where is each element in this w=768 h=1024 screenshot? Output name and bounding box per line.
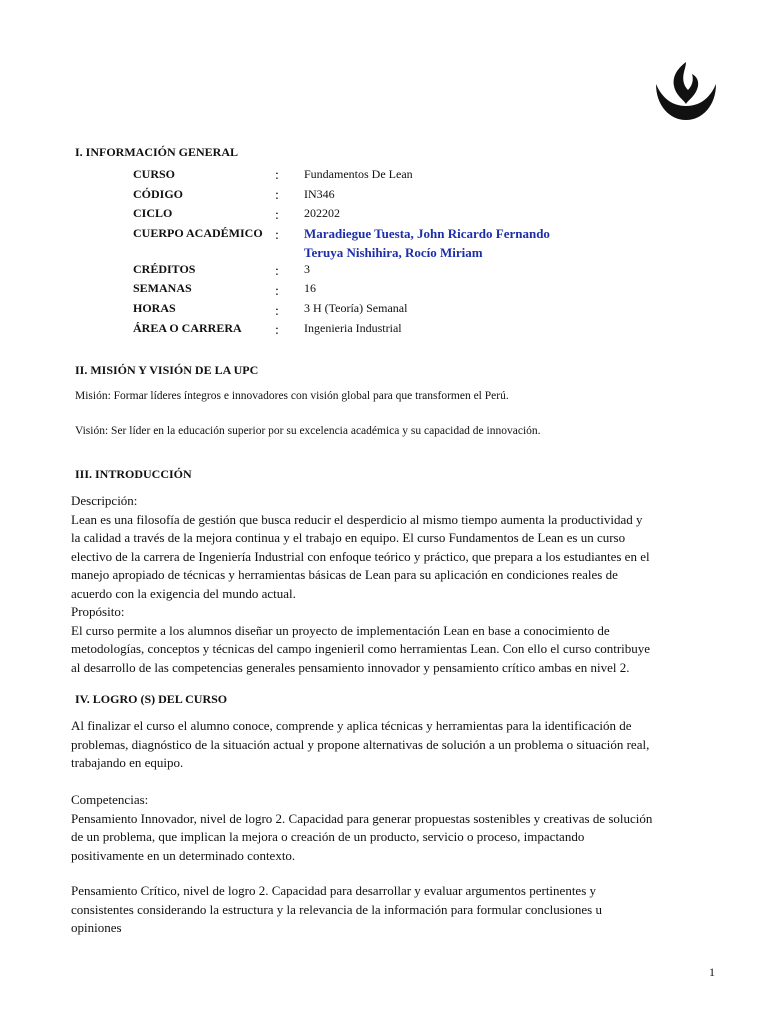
proposito-text: El curso permite a los alumnos diseñar un proyecto de implementación Lean en base a conocimiento de metodologías, conceptos y técnicas del campo ingenieril como herramientas Lean. Con ello el curso contribuye al desarrollo de las competencias generales pensamiento innovador y pensamiento crítico ambas en nivel 2. <box>71 622 651 675</box>
info-label-semanas: SEMANAS <box>133 281 192 295</box>
info-colon: : <box>275 208 279 223</box>
info-value-creditos: 3 <box>304 262 310 276</box>
info-value-horas: 3 H (Teoría) Semanal <box>304 301 408 315</box>
info-value-ciclo: 202202 <box>304 206 340 220</box>
logro-text: Al finalizar el curso el alumno conoce, comprende y aplica técnicas y herramientas para la identificación de problemas, diagnóstico de la situación actual y propone alternativas de solución a un problema o situación real, trabajando en equipo. <box>71 718 650 770</box>
mision-text: Misión: Formar líderes íntegros e innovadores con visión global para que transformen el Perú. <box>75 390 509 402</box>
descripcion-label: Descripción: <box>71 493 138 508</box>
info-value-docente-1: Maradiegue Tuesta, John Ricardo Fernando <box>304 226 550 241</box>
section-title-informacion-general: I. INFORMACIÓN GENERAL <box>75 145 239 159</box>
info-value-codigo: IN346 <box>304 187 335 201</box>
info-value-docente-2: Teruya Nishihira, Rocío Miriam <box>304 245 483 260</box>
info-colon: : <box>275 304 279 319</box>
section-title-mision-vision: II. MISIÓN Y VISIÓN DE LA UPC <box>75 363 259 377</box>
competencia-critico-body <box>71 882 653 938</box>
competencias-body <box>71 791 653 865</box>
competencia-critico: Pensamiento Crítico, nivel de logro 2. Capacidad para desarrollar y evaluar argumentos pertinentes y consistentes considerando la estructura y la relevancia de la información para formular conclusiones u opiniones <box>71 883 602 935</box>
info-label-area-carrera: ÁREA O CARRERA <box>133 321 242 335</box>
descripcion-text: Lean es una filosofía de gestión que busca reducir el desperdicio al mismo tiempo aumenta la productividad y la calidad a través de la mejora continua y el trabajo en equipo. El curso Fundamentos de Lean es un curso electivo de la carrera de Ingeniería Industrial con enfoque teórico y práctico, que prepara a los estudiantes en el manejo apropiado de técnicas y herramientas básicas de Lean para su aplicación en condiciones reales de acuerdo con la exigencia del mundo actual. <box>71 511 650 601</box>
info-label-ciclo: CICLO <box>133 206 173 220</box>
info-value-semanas: 16 <box>304 281 316 295</box>
info-label-creditos: CRÉDITOS <box>133 262 196 276</box>
proposito-label: Propósito: <box>71 604 125 619</box>
upc-logo-icon <box>650 58 722 122</box>
info-value-curso: Fundamentos De Lean <box>304 167 413 181</box>
info-colon: : <box>275 188 279 203</box>
info-colon: : <box>275 168 279 183</box>
info-label-codigo: CÓDIGO <box>133 187 184 201</box>
vision-text: Visión: Ser líder en la educación superior por su excelencia académica y su capacidad de innovación. <box>75 425 541 437</box>
introduccion-body <box>71 492 653 677</box>
info-label-cuerpo-academico: CUERPO ACADÉMICO <box>133 226 263 240</box>
info-label-horas: HORAS <box>133 301 176 315</box>
competencias-label: Competencias: <box>71 792 149 807</box>
logro-body <box>71 717 653 773</box>
section-title-introduccion: III. INTRODUCCIÓN <box>75 467 192 481</box>
info-value-area-carrera: Ingenieria Industrial <box>304 321 402 335</box>
info-colon: : <box>275 264 279 279</box>
info-colon: : <box>275 228 279 243</box>
competencia-innovador: Pensamiento Innovador, nivel de logro 2. Capacidad para generar propuestas sostenibles y creativas de solución de un problema, que implican la mejora o creación de un producto, servicio o proceso, impactando positivamente en un determinado contexto. <box>71 810 653 863</box>
info-colon: : <box>275 323 279 338</box>
info-colon: : <box>275 284 279 299</box>
page-number: 1 <box>709 965 715 979</box>
section-title-logro: IV. LOGRO (S) DEL CURSO <box>75 692 228 706</box>
info-label-curso: CURSO <box>133 167 176 181</box>
